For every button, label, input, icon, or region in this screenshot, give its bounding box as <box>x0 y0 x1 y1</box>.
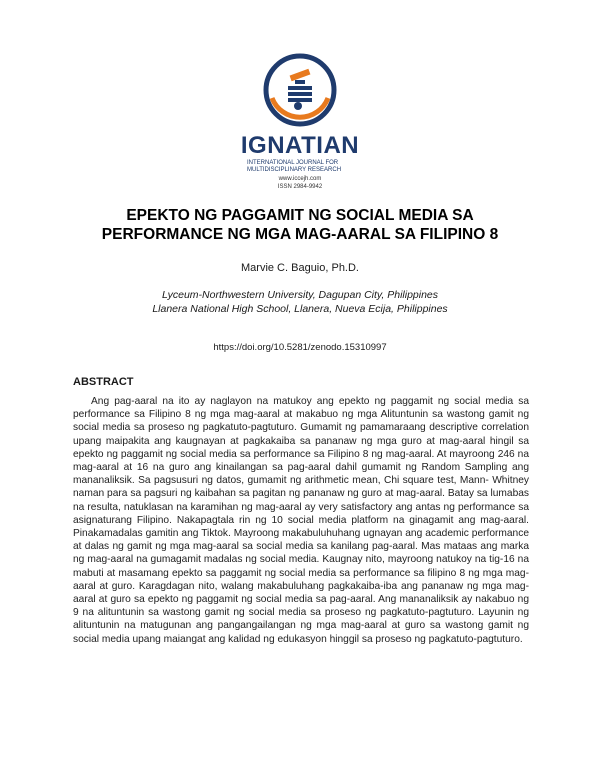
journal-name: IGNATIAN <box>240 132 360 159</box>
journal-subtitle: INTERNATIONAL JOURNAL FOR MULTIDISCIPLINARY RESEARCH <box>247 160 342 173</box>
ignatian-emblem-icon <box>262 52 338 128</box>
doi-link[interactable]: https://doi.org/10.5281/zenodo.15310997 <box>213 342 387 353</box>
paper-title <box>50 206 550 244</box>
abstract-body: Ang pag-aaral na ito ay naglayon na matukoy ang epekto ng paggamit ng social media sa performance sa Filipino 8 ng mga mag-aaral at makabuo ng mga Alituntunin sa wastong gamit ng social media sa proseso ng pagkatuto-pagtuturo. Gumamit ng pamamaraang descriptive correlation upang maipakita ang kaugnayan at pagkakaiba sa pananaw ng mga guro at mag-aaral hingil sa epekto ng paggamit ng social media sa performance sa Filipino 8 ng mag-aaral. At mayroong 246 na mag-aaral at 16 na guro ang kinailangan sa pag-aaral dahil gumamit ng Random Sampling ang mananaliksik. Sa pagsusuri ng datos, gumamit ng arithmetic mean, Chi square test, Mann- Whitney naman para sa pagsuri ng kaibahan sa pagitan ng pananaw ng guro at mag-aaral. Batay sa lumabas na resulta, natuklasan na karamihan ng mag-aaral ay very satisfactory ang antas ng performance sa asignaturang Filipino. Nakapagtala rin ng 10 social media platform na ginagamit ang mag-aaral. Pinakamadalas gamitin ang Tiktok. Mayroong makabuluhuhang ugnayan ang academic performance at dalas ng gamit ng mga mag-aaral sa social media sa kanilang pag-aaral. Mas mataas ang marka ng mag-aaral na gumagamit madalas ng social media. Kaugnay nito, mayroong natukoy na tig-16 na mabuti at masamang epekto sa paggamit ng social media sa performance sa filipino 8 ng mga mag-aaral at guro. Karagdagan nito, walang makabuluhang pagkakaiba-iba ang pananaw ng mga mag-aaral at guro sa epekto ng paggamit ng social media sa pag-aaral. Ang mananaliksik ay nakabuo ng 9 na alituntunin sa wastong gamit ng social media sa proseso ng pagkatuto-pagtuturo. Layunin ng alituntunin na matugunan ang pangangailangan ng mga mag-aaral at guro sa wastong gamit ng social media upang maiangat ang kalidad ng edukasyon hinggil sa proseso ng pagkatuto-pagtuturo. <box>73 396 529 645</box>
journal-issn: ISSN 2984-9942 <box>277 184 323 190</box>
journal-logo <box>0 48 600 188</box>
title-line-1: EPEKTO NG PAGGAMIT NG SOCIAL MEDIA SA <box>126 207 474 224</box>
journal-url[interactable]: www.iccejh.com <box>278 176 322 182</box>
affiliation-2: Llanera National High School, Llanera, Nueva Ecija, Philippines <box>152 303 448 315</box>
title-line-2: PERFORMANCE NG MGA MAG-AARAL SA FILIPINO 8 <box>101 226 499 243</box>
author-name: Marvie C. Baguio, Ph.D. <box>241 262 359 274</box>
affiliation-1: Lyceum-Northwestern University, Dagupan City, Philippines <box>161 289 439 301</box>
affiliations <box>0 288 600 316</box>
abstract-heading: ABSTRACT <box>73 376 134 388</box>
